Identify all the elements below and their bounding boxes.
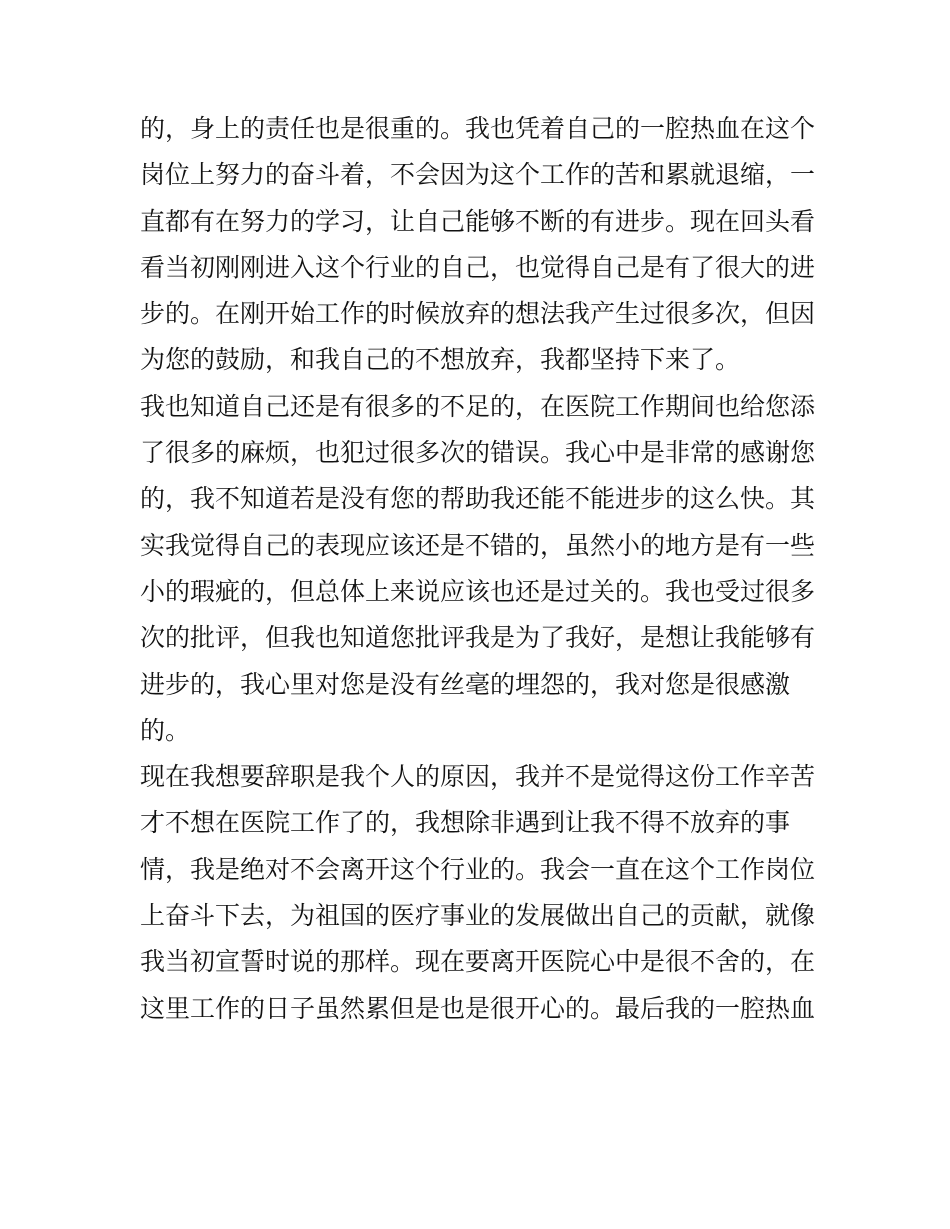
text-line: 了很多的麻烦，也犯过很多次的错误。我心中是非常的感谢您 bbox=[140, 438, 816, 468]
text-line: 小的瑕疵的，但总体上来说应该也还是过关的。我也受过很多 bbox=[140, 576, 816, 606]
text-line: 的，我不知道若是没有您的帮助我还能不能进步的这么快。其 bbox=[140, 484, 816, 514]
text-line: 次的批评，但我也知道您批评我是为了我好，是想让我能够有 bbox=[140, 623, 816, 653]
text-line: 的，身上的责任也是很重的。我也凭着自己的一腔热血在这个 bbox=[140, 114, 816, 143]
text-line: 这里工作的日子虽然累但是也是很开心的。最后我的一腔热血 bbox=[140, 993, 816, 1023]
text-line: 我当初宣誓时说的那样。现在要离开医院心中是很不舍的，在 bbox=[140, 947, 816, 977]
text-line: 实我觉得自己的表现应该还是不错的，虽然小的地方是有一些 bbox=[140, 530, 816, 560]
text-line: 为您的鼓励，和我自己的不想放弃，我都坚持下来了。 bbox=[140, 345, 741, 375]
body-text bbox=[140, 106, 830, 1032]
text-line: 岗位上努力的奋斗着，不会因为这个工作的苦和累就退缩，一 bbox=[140, 160, 816, 190]
text-line: 现在我想要辞职是我个人的原因，我并不是觉得这份工作辛苦 bbox=[140, 762, 816, 792]
text-line: 情，我是绝对不会离开这个行业的。我会一直在这个工作岗位 bbox=[140, 854, 816, 884]
text-line: 上奋斗下去，为祖国的医疗事业的发展做出自己的贡献，就像 bbox=[140, 901, 816, 931]
text-line: 直都有在努力的学习，让自己能够不断的有进步。现在回头看 bbox=[140, 206, 816, 236]
text-line: 进步的，我心里对您是没有丝毫的埋怨的，我对您是很感激 bbox=[140, 669, 791, 699]
text-line: 看当初刚刚进入这个行业的自己，也觉得自己是有了很大的进 bbox=[140, 252, 816, 282]
text-line: 步的。在刚开始工作的时候放弃的想法我产生过很多次，但因 bbox=[140, 299, 816, 329]
text-line: 的。 bbox=[140, 715, 191, 745]
text-line: 我也知道自己还是有很多的不足的，在医院工作期间也给您添 bbox=[140, 391, 816, 421]
text-line: 才不想在医院工作了的，我想除非遇到让我不得不放弃的事 bbox=[140, 808, 791, 838]
